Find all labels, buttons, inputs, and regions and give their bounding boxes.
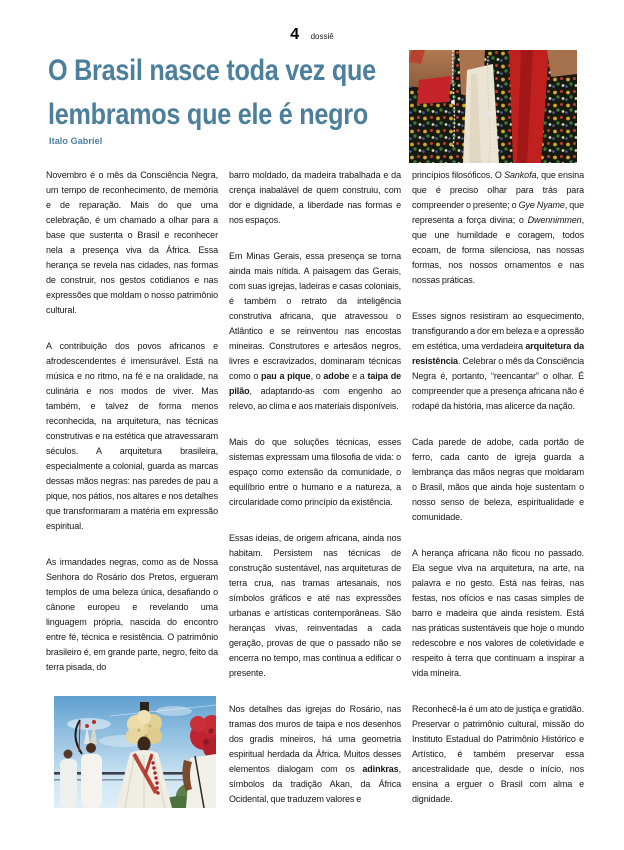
photo-bottom-left [54, 696, 216, 808]
body-column-2 [229, 168, 401, 828]
body-paragraph: A contribuição dos povos africanos e afrodescendentes é imensurável. Está na música e no ritmo, na fé e na oralidade, na culinária e nos modos de viver. Mas também, e talvez de forma menos reconhecida, na arquitetura, nas técnicas construtivas e na estética que atravessaram séculos. A arquitetura brasileira, especialmente a colonial, guarda as marcas dessas mãos negras: nas paredes de pau a pique, nos pátios, nos altares e nos detalhes que transformaram a matéria em expressão espiritual. [46, 341, 218, 531]
body-paragraph: Esses signos resistiram ao esquecimento, transfigurando a dor em beleza e a opressão em estética, uma verdadeira arquitetura da resistência. Celebrar o mês da Consciência Negra é, portanto, “reencantar” o olhar. É compreender que a presença africana não é rodapé da história, mas alicerce da nação. [412, 311, 585, 411]
folio [0, 26, 624, 44]
body-column-1-paragraphs [46, 168, 218, 675]
body-column-3-paragraphs [412, 168, 584, 807]
body-column-1 [46, 168, 218, 808]
body-paragraph: Cada parede de adobe, cada portão de ferro, cada canto de igreja guarda a lembrança das mãos negras que moldaram o Brasil, mãos que ainda hoje sustentam o nosso senso de beleza, espiritualidade e comunidade. [412, 437, 584, 522]
body-paragraph: Reconhecê-la é um ato de justiça e gratidão. Preservar o patrimônio cultural, missão do Instituto Estadual do Patrimônio Histórico e Artístico, é também preservar essa ancestralidade que, desde o início, nos ensina a erguer o Brasil com alma e dignidade. [412, 704, 584, 804]
body-column-2-paragraphs [229, 168, 401, 807]
article-author: Italo Gabriel [49, 136, 103, 146]
article-title-line2: lembramos que ele é negro [48, 98, 369, 131]
article-body [46, 168, 584, 828]
photo-top-right-illustration [409, 50, 577, 163]
photo-bottom-left-illustration [54, 696, 216, 808]
body-paragraph: As irmandades negras, como as de Nossa Senhora do Rosário dos Pretos, ergueram templos de uma beleza única, desafiando o cânone europeu e revelando uma linguagem própria, nascida do encontro entre fé, técnica e resistência. O patrimônio brasileiro é, em grande parte, negro, feito da terra pisada, do [46, 557, 218, 672]
body-paragraph: Essas ideias, de origem africana, ainda nos habitam. Persistem nas técnicas de construção sustentável, nas arquiteturas de terra crua, nas tramas artesanais, nos símbolos gráficos e até nas expressões urbanas e artísticas contemporâneas. São heranças vivas, reinventadas a cada geração, provas de que o passado não se encerra no tempo, mas continua a edificar o presente. [229, 533, 401, 678]
body-paragraph: barro moldado, da madeira trabalhada e da crença inabalável de quem construiu, com dor e dignidade, a liberdade nas formas e nos espaços. [229, 170, 401, 225]
section-label: dossiê [310, 32, 334, 41]
page-number: 4 [290, 26, 300, 43]
body-paragraph: Novembro é o mês da Consciência Negra, um tempo de reconhecimento, de memória e de reparação. Mais do que uma celebração, é um chamado a olhar para a base que sustenta o Brasil e reconhecer nela a presença viva da África. Essa herança se revela nas cidades, nas formas de construir, nos gestos cotidianos e nas expressões que moldam o nosso patrimônio cultural. [46, 170, 218, 315]
body-paragraph: A herança africana não ficou no passado. Ela segue viva na arquitetura, na arte, na palavra e no gesto. Está nas feiras, nas festas, nos ofícios e nas casas simples de barro e madeira que ainda resistem. Está nas práticas sustentáveis que hoje o mundo redescobre e nos valores de coletividade e respeito à terra que continuam a inspirar a vida mineira. [412, 548, 584, 678]
article-title [48, 49, 376, 137]
body-paragraph: Mais do que soluções técnicas, esses sistemas expressam uma filosofia de vida: o espaço como extensão da comunidade, o equilíbrio entre o humano e a natureza, a circularidade como princípio da existência. [229, 437, 401, 507]
body-paragraph: Em Minas Gerais, essa presença se torna ainda mais nítida. A paisagem das Gerais, com suas igrejas, ladeiras e casas coloniais, é também o retrato da inteligência construtiva africana, que atravessou o Atlântico e se reinventou nas encostas mineiras. Construtores e artesãos negros, livres e escravizados, dominaram técnicas como o pau a pique, o adobe e a taipa de pilão, adaptando-as com engenho ao relevo, ao clima e aos materiais disponíveis. [229, 251, 402, 411]
body-column-3 [412, 168, 584, 828]
photo-top-right [409, 50, 577, 163]
article-title-line1: O Brasil nasce toda vez que [48, 54, 376, 87]
body-paragraph: princípios filosóficos. O Sankofa, que ensina que é preciso olhar para trás para compreender o presente; o Gye Nyame, que representa a força divina; o Dwennimmen, que une humildade e coragem, todos ecoam, de forma silenciosa, nas nossas formas, nos nossos ornamentos e nas nossas práticas. [412, 170, 584, 285]
body-paragraph: Nos detalhes das igrejas do Rosário, nas tramas dos muros de taipa e nos desenhos dos gradis mineiros, há uma geometria espiritual herdada da África. Muitos desses elementos dialogam com os adinkras, símbolos da tradição Akan, da África Ocidental, que traduzem valores e [229, 704, 401, 804]
